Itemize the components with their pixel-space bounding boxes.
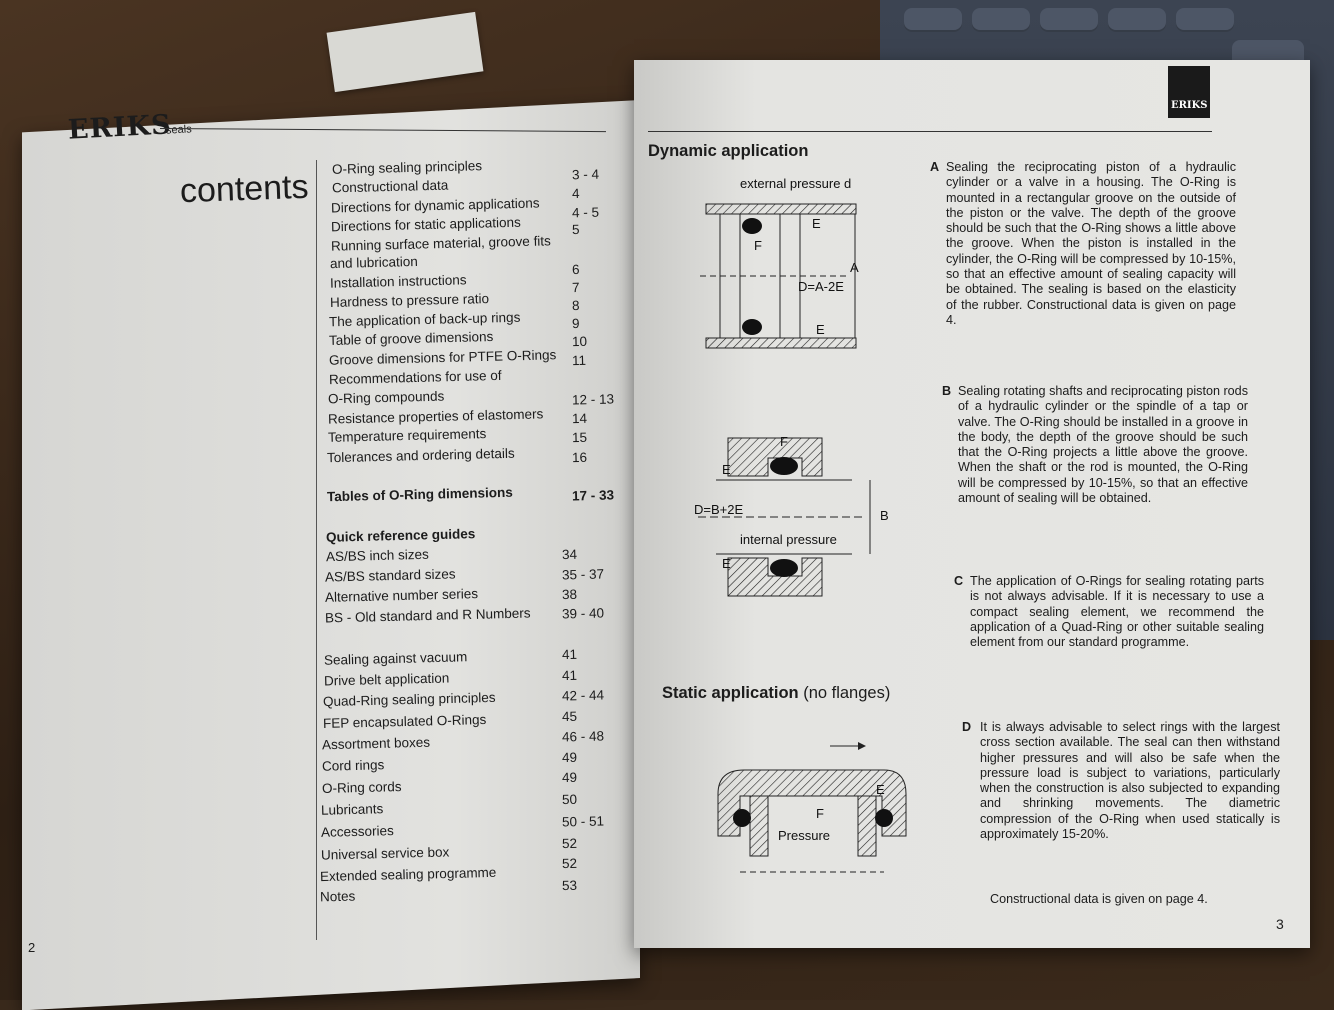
paragraph-text: Sealing rotating shafts and reciprocating piston rods of a hydraulic cylinder or the spindle of a tap or valve. The O-Ring should be installed in a groove in the body, the depth of the groove should be such that the O-Ring projects a little above the groove. When the shaft or the rod is mounted, the O-Ring will be compressed by 10-15%, so that an effective amount of sealing will be obtained.	[958, 384, 1248, 506]
toc-page-number: 41	[561, 646, 578, 663]
toc-entry: Sealing against vacuum	[323, 649, 468, 668]
toc-entry: Constructional data	[331, 177, 449, 196]
toc-page-number: 10	[571, 333, 588, 350]
label-e-top: E	[812, 216, 821, 231]
toc-page-number: 34	[561, 546, 578, 563]
toc-entry: Tables of O-Ring dimensions	[326, 484, 513, 505]
toc-page-number: 9	[571, 315, 580, 332]
static-heading	[662, 684, 890, 703]
toc-page-number: 4 - 5	[571, 204, 600, 221]
paragraph-letter: B	[942, 384, 952, 398]
paragraph-text: It is always advisable to select rings with the largest cross section available. The seal can then withstand higher pressures and will also be safe when the pressure load is subject to variations, particularly when the construction is also subjected to expanding and shrinking movements. The diametric compression of the O-Ring when used statically is approximately 15-20%.	[980, 720, 1280, 842]
label-internal-pressure: internal pressure	[740, 532, 837, 547]
paragraph-text: The application of O-Rings for sealing rotating parts is not always advisable. If it is necessary to use a compact sealing element, we recommend the application of a Quad-Ring or other suitable sealing element from our standard programme.	[970, 574, 1264, 650]
label-e-top-b: E	[722, 462, 731, 477]
toc-entry: Lubricants	[321, 801, 384, 818]
toc-page-number: 50	[561, 791, 578, 808]
toc-entry: Quad-Ring sealing principles	[323, 689, 496, 710]
toc-entry: Notes	[319, 888, 356, 905]
toc-entry: BS - Old standard and R Numbers	[324, 605, 531, 626]
label-a: A	[850, 260, 859, 275]
toc-page-number: 52	[561, 835, 578, 852]
footer-note: Constructional data is given on page 4.	[990, 892, 1208, 906]
paragraph-text: Sealing the reciprocating piston of a hydraulic cylinder or a valve in a housing. The O-Ring is mounted in a rectangular groove on the outside of the piston or the valve. The depth of the groove should be such that the O-Ring shows a little above the groove. When the piston is installed in the cylinder, the O-Ring will be compressed by 10-15%, so that an effective amount of sealing capacity will be obtained. The sealing is based on the elasticity of the rubber. Constructional data is given on page 4.	[946, 160, 1236, 327]
toc-page-number: 41	[561, 667, 578, 684]
label-pressure-static: Pressure	[778, 828, 831, 843]
toc-page-number: 4	[571, 185, 580, 202]
toc-entry: The application of back-up rings	[329, 309, 522, 330]
toc-entry: Assortment boxes	[322, 734, 431, 753]
dynamic-heading: Dynamic application	[648, 142, 809, 160]
page-number-left: 2	[28, 940, 36, 955]
label-b: B	[880, 508, 889, 523]
label-e-bottom-b: E	[722, 556, 731, 571]
label-f-static: F	[816, 806, 824, 821]
toc-entry: Installation instructions	[329, 272, 467, 291]
label-f-b: F	[780, 434, 788, 449]
eriks-logo-sub: seals	[165, 123, 192, 137]
keyboard-key	[904, 8, 962, 32]
toc-entry: Drive belt application	[323, 670, 450, 689]
static-heading-suffix: (no flanges)	[803, 684, 891, 702]
toc-page-number: 53	[561, 877, 578, 894]
toc-page-number: 11	[571, 352, 587, 369]
diagram-static	[714, 740, 914, 880]
toc-entry: Extended sealing programme	[320, 864, 497, 885]
toc-page-number: 42 - 44	[561, 687, 605, 704]
toc-entry: and lubrication	[330, 253, 419, 272]
toc-entry: Tolerances and ordering details	[327, 445, 516, 466]
toc-page-number: 35 - 37	[561, 566, 605, 583]
label-e-static: E	[876, 782, 885, 797]
toc-entry: Groove dimensions for PTFE O-Rings	[328, 347, 557, 368]
toc-page-number: 5	[571, 221, 580, 238]
toc-page-number: 45	[561, 708, 578, 725]
right-header-rule	[648, 131, 1212, 132]
static-heading-text: Static application	[662, 684, 799, 702]
diagram-dynamic-piston	[690, 170, 880, 360]
toc-page-number: 46 - 48	[561, 728, 605, 745]
toc-entry: Quick reference guides	[325, 526, 476, 545]
toc-page-number: 38	[561, 586, 578, 603]
toc-page-number: 15	[571, 429, 588, 446]
label-external-pressure: external pressure d	[740, 176, 852, 191]
toc-entry: Table of groove dimensions	[329, 328, 494, 349]
toc-page-number: 14	[571, 410, 588, 427]
toc-entry: Resistance properties of elastomers	[327, 406, 544, 427]
keyboard-key	[1108, 8, 1166, 32]
column-divider	[316, 160, 317, 940]
toc-entry: O-Ring compounds	[328, 388, 445, 407]
paragraph-letter: C	[954, 574, 964, 588]
corner-logo-text: ERIKS	[1171, 100, 1208, 111]
diagram-dynamic-shaft	[692, 428, 898, 608]
toc-page-number: 52	[561, 855, 578, 872]
toc-page-number: 50 - 51	[561, 813, 605, 830]
page-title: contents	[179, 167, 310, 211]
toc-entry: Directions for static applications	[330, 214, 522, 235]
toc-entry: Running surface material, groove fits	[330, 233, 551, 254]
toc-entry: O-Ring sealing principles	[331, 158, 483, 177]
keyboard-key	[972, 8, 1030, 32]
keyboard-key	[1176, 8, 1234, 32]
toc-page-number: 17 - 33	[571, 487, 615, 504]
toc-page-number: 6	[571, 261, 580, 278]
toc-entry: Cord rings	[321, 757, 385, 774]
label-formula-b: D=B+2E	[694, 502, 744, 517]
toc-page-number: 7	[571, 279, 580, 296]
toc-entry: Accessories	[320, 823, 394, 840]
toc-page-number: 16	[571, 449, 588, 466]
label-e-bottom: E	[816, 322, 825, 337]
toc-entry: O-Ring cords	[321, 779, 402, 796]
toc-page-number: 3 - 4	[571, 166, 600, 183]
toc-entry: AS/BS standard sizes	[325, 566, 457, 585]
paragraph-letter: A	[930, 160, 940, 174]
toc-entry: FEP encapsulated O-Rings	[322, 712, 487, 731]
toc-entry: Universal service box	[320, 844, 450, 863]
eriks-logo: ERIKS	[67, 109, 173, 146]
toc-page-number: 39 - 40	[561, 605, 605, 622]
keyboard-key	[1040, 8, 1098, 32]
toc-entry: Alternative number series	[324, 586, 479, 605]
toc-page-number: 12 - 13	[571, 391, 615, 408]
toc-page-number: 8	[571, 297, 580, 314]
page-number-right: 3	[1276, 916, 1284, 932]
toc-page-number: 49	[561, 749, 578, 766]
toc-entry: Directions for dynamic applications	[331, 195, 541, 216]
label-f: F	[754, 238, 762, 253]
toc-page-number: 49	[561, 769, 578, 786]
toc-entry: Hardness to pressure ratio	[329, 291, 490, 310]
label-formula-a: D=A-2E	[798, 279, 844, 294]
toc-entry: AS/BS inch sizes	[325, 546, 429, 565]
toc-entry: Temperature requirements	[327, 426, 487, 445]
toc-entry: Recommendations for use of	[328, 367, 502, 388]
paragraph-letter: D	[962, 720, 972, 734]
